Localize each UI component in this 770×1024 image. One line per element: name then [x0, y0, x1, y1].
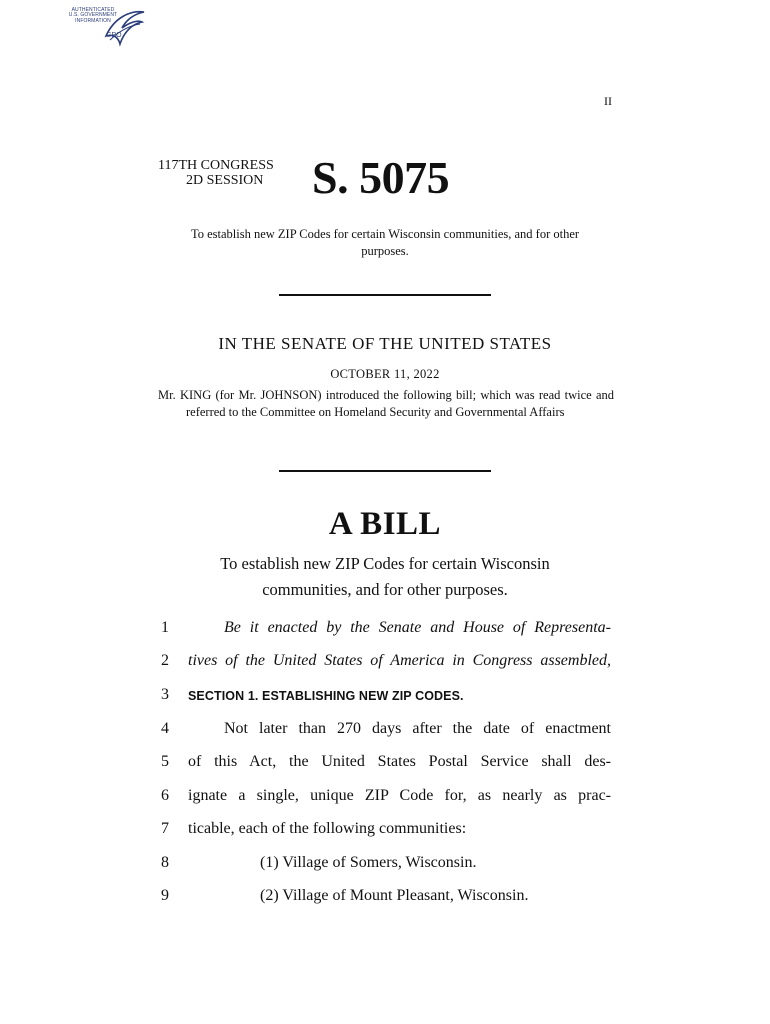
line-number: 7 [161, 820, 169, 837]
line-number: 4 [161, 720, 169, 737]
line-number: 9 [161, 887, 169, 904]
congress-session [158, 158, 288, 188]
session-label: 2D SESSION [186, 173, 264, 188]
cosponsor-note: (for Mr. JOHNSON) [215, 388, 322, 402]
section-heading: SECTION 1. ESTABLISHING NEW ZIP CODES. [188, 689, 464, 703]
document-type: A BILL [328, 506, 442, 542]
line-number: 3 [161, 686, 169, 703]
enacting-clause: Be it enacted by the Senate and House of Representa- [224, 619, 611, 636]
section-text-line: ticable, each of the following communities: [188, 820, 467, 837]
chamber-heading: IN THE SENATE OF THE UNITED STATES [218, 334, 552, 353]
line-number: 8 [161, 854, 169, 871]
action-description: introduced the following bill; which was read twice and referred to the Committee on Homeland Security and Governmental Affairs [186, 388, 615, 419]
congress-label: 117TH CONGRESS [158, 158, 274, 173]
eagle-icon [100, 6, 146, 48]
section-text-line: ignate a single, unique ZIP Code for, as nearly as prac- [188, 787, 611, 804]
enacting-clause: tives of the United States of America in Congress assembled, [188, 652, 611, 669]
seal-line: AUTHENTICATED [71, 7, 115, 13]
seal-gpo-label: GPO [106, 32, 122, 39]
sponsor: Mr. KING [158, 388, 212, 402]
list-item: (1) Village of Somers, Wisconsin. [260, 854, 477, 871]
long-title-line: To establish new ZIP Codes for certain Wisconsin [220, 554, 550, 573]
short-title: To establish new ZIP Codes for certain Wisconsin communities, and for other purposes. [190, 227, 580, 258]
print-code: II [604, 94, 612, 108]
list-item: (2) Village of Mount Pleasant, Wisconsin. [260, 887, 529, 904]
section-text-line: of this Act, the United States Postal Service shall des- [188, 753, 611, 770]
line-number: 5 [161, 753, 169, 770]
divider [279, 294, 491, 296]
line-number: 6 [161, 787, 169, 804]
bill-number: S. 5075 [312, 152, 450, 203]
gpo-authentication-seal [62, 6, 146, 48]
section-text-line: Not later than 270 days after the date of enactment [224, 720, 611, 737]
divider [279, 470, 491, 472]
long-title [200, 551, 570, 603]
action-statement [158, 387, 614, 421]
seal-line: U.S. GOVERNMENT [68, 12, 118, 19]
action-date: OCTOBER 11, 2022 [330, 367, 440, 381]
seal-line: INFORMATION [75, 17, 111, 24]
line-number: 2 [161, 652, 169, 669]
line-number: 1 [161, 619, 169, 636]
long-title-line: communities, and for other purposes. [262, 580, 508, 599]
